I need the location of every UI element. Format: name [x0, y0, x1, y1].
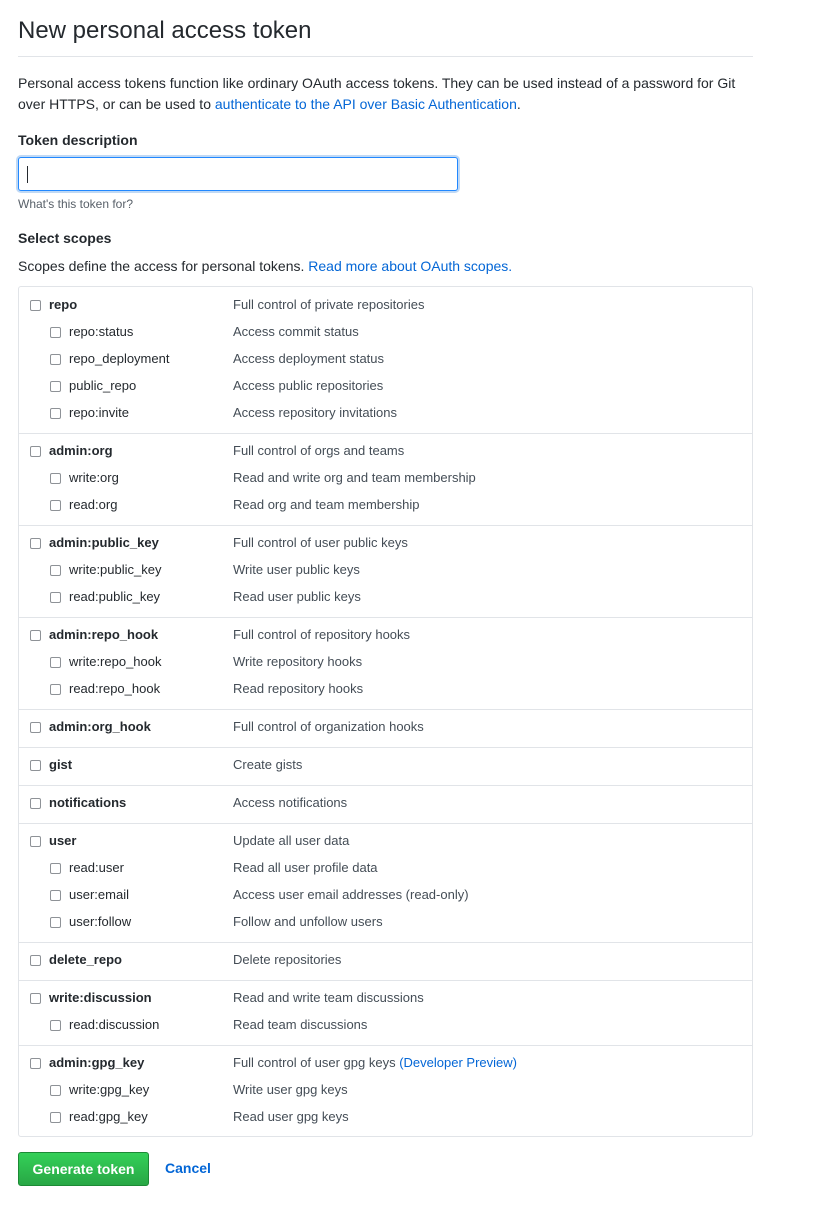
- scope-description-text: Access user email addresses (read-only): [233, 887, 469, 902]
- scope-checkbox[interactable]: [50, 863, 61, 874]
- scope-name: admin:repo_hook: [49, 627, 159, 642]
- scope-description-text: Follow and unfollow users: [233, 914, 383, 929]
- scope-group-divider: [19, 617, 752, 618]
- scope-name: admin:public_key: [49, 535, 159, 550]
- subscope-row[interactable]: [19, 585, 752, 612]
- scope-checkbox[interactable]: [50, 381, 61, 392]
- scope-checkbox[interactable]: [30, 630, 41, 641]
- generate-token-button[interactable]: Generate token: [18, 1152, 149, 1186]
- scope-description-text: Read and write org and team membership: [233, 470, 476, 485]
- developer-preview-link[interactable]: (Developer Preview): [399, 1055, 517, 1070]
- scope-name: gist: [49, 757, 73, 772]
- scope-description-text: Full control of private repositories: [233, 297, 425, 312]
- scopes-intro: [18, 258, 512, 274]
- scope-checkbox[interactable]: [30, 538, 41, 549]
- scope-group-divider: [19, 823, 752, 824]
- token-description-input[interactable]: [18, 157, 458, 191]
- scope-row[interactable]: [19, 439, 752, 466]
- subscope-row[interactable]: [19, 856, 752, 883]
- subscope-row[interactable]: [19, 347, 752, 374]
- scope-description-text: Access repository invitations: [233, 405, 398, 420]
- oauth-scopes-link[interactable]: Read more about OAuth scopes.: [308, 258, 513, 274]
- scope-checkbox[interactable]: [30, 798, 41, 809]
- subscope-row[interactable]: [19, 1078, 752, 1105]
- scope-checkbox[interactable]: [50, 565, 61, 576]
- scope-description-text: Full control of organization hooks: [233, 719, 424, 734]
- scope-checkbox[interactable]: [50, 327, 61, 338]
- scope-checkbox[interactable]: [50, 1020, 61, 1031]
- scopes-list: [18, 286, 753, 1137]
- scope-description: [233, 351, 384, 366]
- scope-row[interactable]: [19, 715, 752, 742]
- select-scopes-heading: Select scopes: [18, 230, 112, 246]
- scope-checkbox[interactable]: [30, 1058, 41, 1069]
- scope-checkbox[interactable]: [50, 500, 61, 511]
- scope-group-divider: [19, 525, 752, 526]
- scope-description: [233, 719, 424, 734]
- subscope-row[interactable]: [19, 320, 752, 347]
- basic-auth-link[interactable]: authenticate to the API over Basic Authentication: [214, 96, 517, 112]
- scope-name: admin:org: [49, 443, 113, 458]
- scope-name: read:org: [69, 497, 118, 512]
- intro-suffix: .: [516, 96, 521, 112]
- scope-description-text: Access public repositories: [233, 378, 384, 393]
- subscope-row[interactable]: [19, 883, 752, 910]
- cancel-link[interactable]: Cancel: [165, 1160, 211, 1176]
- scope-description: [233, 795, 347, 810]
- scope-description-text: Read user public keys: [233, 589, 361, 604]
- scope-description: [233, 914, 383, 929]
- scope-description: [233, 497, 419, 512]
- scope-description: [233, 297, 424, 312]
- subscope-row[interactable]: [19, 493, 752, 520]
- scope-group-divider: [19, 980, 752, 981]
- scope-description-text: Access notifications: [233, 795, 348, 810]
- intro-text: Personal access tokens function like ordinary OAuth access tokens. They can be used instead of a password for Git over HTTPS, or can be used to: [18, 75, 736, 112]
- scope-checkbox[interactable]: [30, 760, 41, 771]
- scope-name: admin:gpg_key: [49, 1055, 145, 1070]
- scope-name: repo:status: [69, 324, 134, 339]
- scope-description: [233, 324, 359, 339]
- subscope-row[interactable]: [19, 401, 752, 428]
- scope-description: [233, 952, 341, 967]
- scope-name: write:org: [69, 470, 119, 485]
- scope-description: [233, 1017, 367, 1032]
- scope-row[interactable]: [19, 623, 752, 650]
- intro-paragraph: [18, 73, 758, 115]
- scope-description: [233, 654, 362, 669]
- scope-name: delete_repo: [49, 952, 122, 967]
- scope-description-text: Access commit status: [233, 324, 359, 339]
- text-caret: [27, 166, 28, 183]
- scope-checkbox[interactable]: [30, 722, 41, 733]
- scope-name: user:follow: [69, 914, 132, 929]
- scope-row[interactable]: [19, 1051, 752, 1078]
- scope-group-divider: [19, 785, 752, 786]
- scope-description-text: Read repository hooks: [233, 681, 364, 696]
- scope-row[interactable]: [19, 293, 752, 320]
- scope-description: [233, 887, 469, 902]
- subscope-row[interactable]: [19, 910, 752, 937]
- scope-name: admin:org_hook: [49, 719, 151, 734]
- scope-group-divider: [19, 433, 752, 434]
- scope-description-text: Read all user profile data: [233, 860, 378, 875]
- subscope-row[interactable]: [19, 677, 752, 704]
- scope-name: public_repo: [69, 378, 137, 393]
- scope-checkbox[interactable]: [50, 684, 61, 695]
- scope-description: [233, 562, 360, 577]
- scope-checkbox[interactable]: [30, 955, 41, 966]
- scope-description: [233, 589, 361, 604]
- scope-checkbox[interactable]: [30, 993, 41, 1004]
- scope-row[interactable]: [19, 986, 752, 1013]
- scope-description-text: Read user gpg keys: [233, 1109, 349, 1124]
- scope-name: write:repo_hook: [69, 654, 162, 669]
- scope-group-divider: [19, 1045, 752, 1046]
- scope-description-text: Read org and team membership: [233, 497, 420, 512]
- scope-name: read:discussion: [69, 1017, 160, 1032]
- subscope-row[interactable]: [19, 466, 752, 493]
- subscope-row[interactable]: [19, 650, 752, 677]
- scope-description-text: Full control of orgs and teams: [233, 443, 405, 458]
- scope-description-text: Full control of user public keys: [233, 535, 408, 550]
- scope-description: [233, 443, 404, 458]
- scope-description-text: Update all user data: [233, 833, 350, 848]
- scope-description: [233, 833, 349, 848]
- subscope-row[interactable]: [19, 558, 752, 585]
- scope-row[interactable]: [19, 531, 752, 558]
- scope-description: [233, 990, 424, 1005]
- scope-description: [233, 757, 302, 772]
- scope-group-divider: [19, 709, 752, 710]
- token-description-note: What's this token for?: [18, 197, 134, 211]
- subscope-row[interactable]: [19, 1013, 752, 1040]
- scope-name: read:repo_hook: [69, 681, 161, 696]
- scope-checkbox[interactable]: [30, 836, 41, 847]
- scope-description-text: Read team discussions: [233, 1017, 368, 1032]
- scope-name: user:email: [69, 887, 129, 902]
- scope-description: [233, 860, 378, 875]
- scope-name: read:user: [69, 860, 124, 875]
- page-title: New personal access token: [18, 17, 312, 44]
- scope-description: [233, 1109, 349, 1124]
- scope-row[interactable]: [19, 829, 752, 856]
- scope-description: [233, 1082, 348, 1097]
- scope-row[interactable]: [19, 753, 752, 780]
- scopes-intro-text: Scopes define the access for personal tokens.: [18, 258, 309, 274]
- scope-description: [233, 535, 408, 550]
- scope-name: write:gpg_key: [69, 1082, 150, 1097]
- scope-name: user: [49, 833, 77, 848]
- scope-checkbox[interactable]: [50, 473, 61, 484]
- scope-checkbox[interactable]: [50, 1112, 61, 1123]
- scope-description-text: Read and write team discussions: [233, 990, 424, 1005]
- scope-description-text: Write repository hooks: [233, 654, 363, 669]
- scope-description-text: Write user gpg keys: [233, 1082, 348, 1097]
- scope-name: notifications: [49, 795, 127, 810]
- scope-name: read:public_key: [69, 589, 161, 604]
- scope-description: [233, 1055, 517, 1070]
- subscope-row[interactable]: [19, 374, 752, 401]
- scope-name: read:gpg_key: [69, 1109, 148, 1124]
- scope-name: repo_deployment: [69, 351, 170, 366]
- scope-description: [233, 378, 383, 393]
- scope-description: [233, 470, 476, 485]
- scope-group-divider: [19, 942, 752, 943]
- scope-description: [233, 405, 397, 420]
- scope-description-text: Full control of user gpg keys: [233, 1055, 396, 1070]
- scope-description: [233, 681, 363, 696]
- scope-description-text: Full control of repository hooks: [233, 627, 411, 642]
- scope-row[interactable]: [19, 948, 752, 975]
- subscope-row[interactable]: [19, 1105, 752, 1132]
- scope-checkbox[interactable]: [50, 890, 61, 901]
- scope-checkbox[interactable]: [30, 300, 41, 311]
- scope-checkbox[interactable]: [50, 408, 61, 419]
- scope-description-text: Access deployment status: [233, 351, 385, 366]
- scope-checkbox[interactable]: [50, 592, 61, 603]
- scope-group-divider: [19, 747, 752, 748]
- scope-name: repo:invite: [69, 405, 129, 420]
- scope-checkbox[interactable]: [50, 917, 61, 928]
- token-description-label: Token description: [18, 132, 138, 148]
- scope-checkbox[interactable]: [30, 446, 41, 457]
- scope-row[interactable]: [19, 791, 752, 818]
- scope-name: repo: [49, 297, 78, 312]
- scope-description: [233, 627, 410, 642]
- scope-description-text: Write user public keys: [233, 562, 360, 577]
- scope-checkbox[interactable]: [50, 354, 61, 365]
- scope-description-text: Delete repositories: [233, 952, 342, 967]
- scope-description-text: Create gists: [233, 757, 303, 772]
- title-divider: [18, 56, 753, 57]
- scope-name: write:public_key: [69, 562, 162, 577]
- scope-checkbox[interactable]: [50, 1085, 61, 1096]
- scope-checkbox[interactable]: [50, 657, 61, 668]
- scope-name: write:discussion: [49, 990, 152, 1005]
